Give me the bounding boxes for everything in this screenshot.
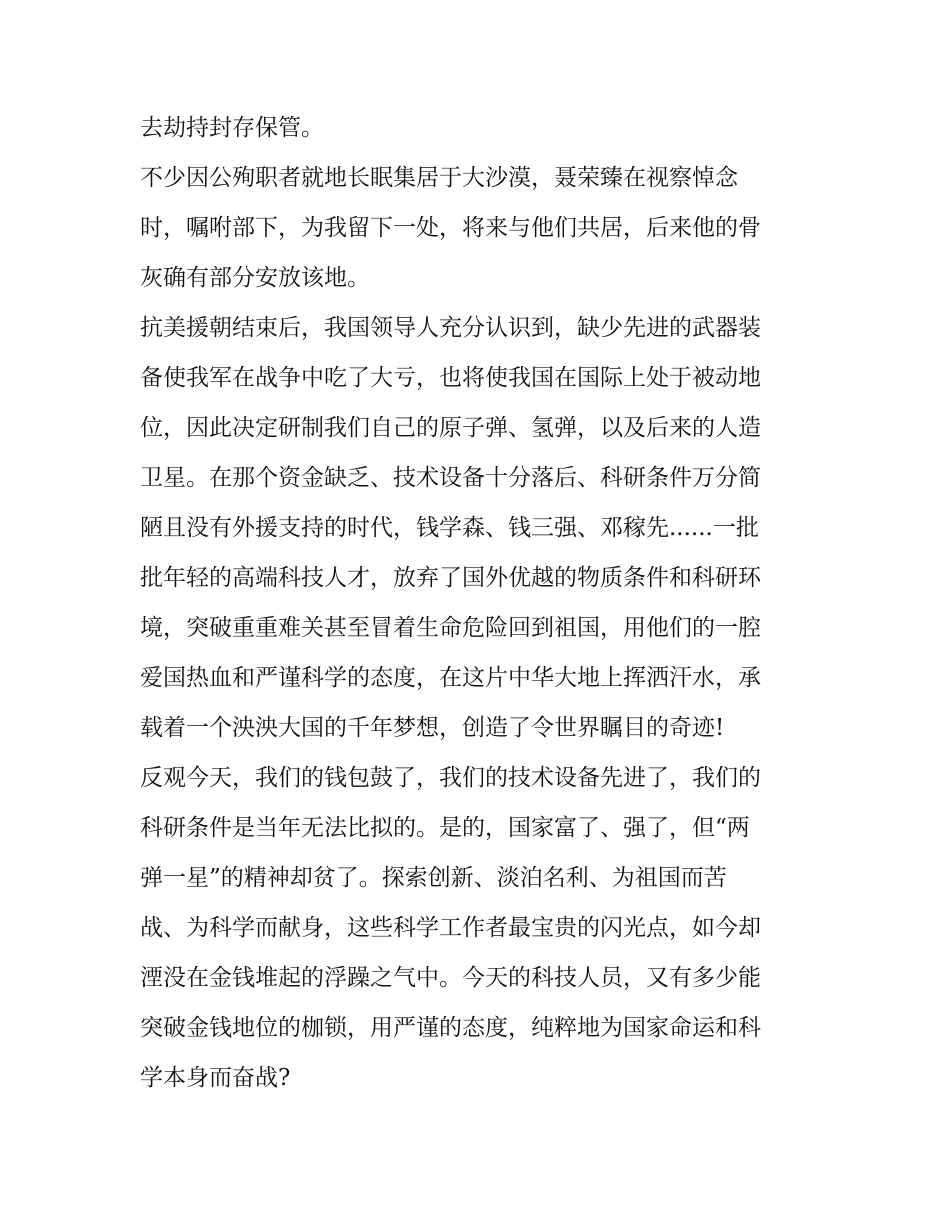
text-line: 灰确有部分安放该地。 [140, 265, 370, 291]
text-line: 陋且没有外援支持的时代，钱学森、钱三强、邓稼先......一批 [140, 515, 759, 541]
text-line: 爱国热血和严谨科学的态度，在这片中华大地上挥洒汗水，承 [140, 665, 761, 691]
text-line: 弹一星”的精神却贫了。探索创新、淡泊名利、为祖国而苦 [140, 865, 727, 891]
text-line: 突破金钱地位的枷锁，用严谨的态度，纯粹地为国家命运和科 [140, 1015, 761, 1041]
text-line: 批年轻的高端科技人才，放弃了国外优越的物质条件和科研环 [140, 565, 761, 591]
text-line: 备使我军在战争中吃了大亏，也将使我国在国际上处于被动地 [140, 365, 761, 391]
text-line: 科研条件是当年无法比拟的。是的，国家富了、强了，但“两 [140, 815, 750, 841]
text-line: 时，嘱咐部下，为我留下一处，将来与他们共居，后来他的骨 [140, 215, 761, 241]
text-line: 卫星。在那个资金缺乏、技术设备十分落后、科研条件万分简 [140, 465, 761, 491]
text-line: 去劫持封存保管。 [140, 115, 324, 141]
text-line: 战、为科学而献身，这些科学工作者最宝贵的闪光点，如今却 [140, 915, 761, 941]
text-line: 不少因公殉职者就地长眠集居于大沙漠，聂荣臻在视察悼念 [140, 165, 738, 191]
text-line: 学本身而奋战? [140, 1065, 291, 1091]
text-line: 抗美援朝结束后，我国领导人充分认识到，缺少先进的武器装 [140, 315, 761, 341]
text-line: 境，突破重重难关甚至冒着生命危险回到祖国，用他们的一腔 [140, 615, 761, 641]
text-line: 载着一个泱泱大国的千年梦想，创造了令世界瞩目的奇迹! [140, 715, 725, 741]
text-line: 位，因此决定研制我们自己的原子弹、氢弹，以及后来的人造 [140, 415, 761, 441]
text-line: 反观今天，我们的钱包鼓了，我们的技术设备先进了，我们的 [140, 765, 761, 791]
text-line: 湮没在金钱堆起的浮躁之气中。今天的科技人员，又有多少能 [140, 965, 761, 991]
